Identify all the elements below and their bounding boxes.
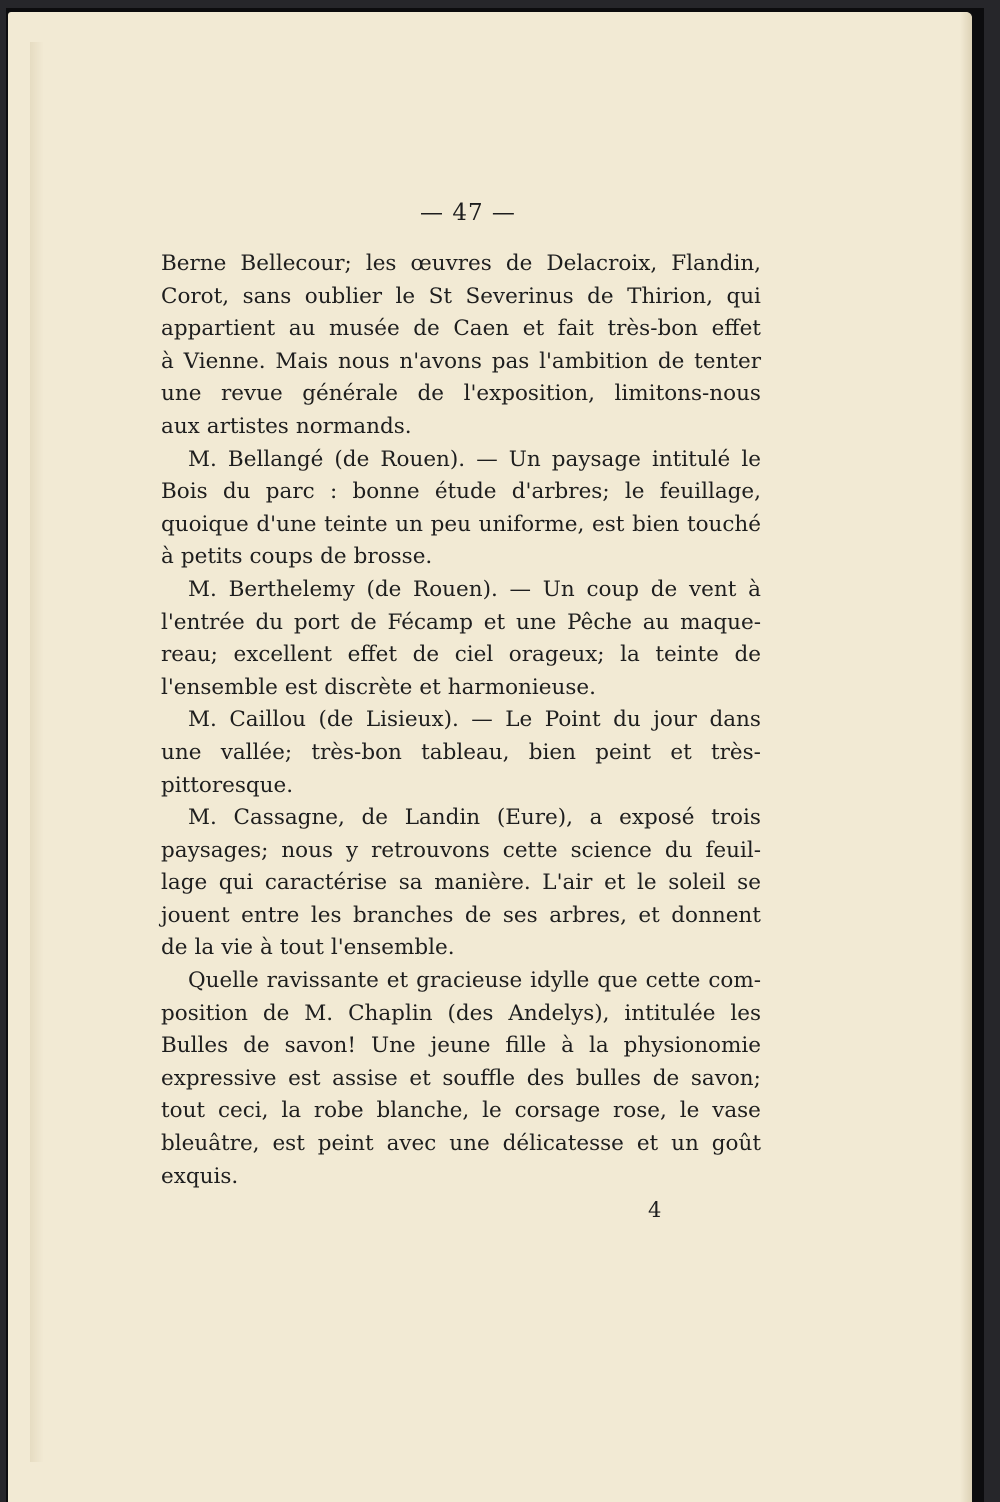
text-line: Corot, sans oublier le St Severinus de Thirion, qui — [161, 283, 761, 309]
text-line: quoique d'une teinte un peu uniforme, est bien touché — [161, 511, 761, 537]
text-line: Bulles de savon! Une jeune fille à la physionomie — [161, 1033, 761, 1059]
page-edge — [960, 12, 972, 1502]
text-line: M. Caillou (de Lisieux). — Le Point du jour dans — [188, 707, 761, 733]
text-line: Quelle ravissante et gracieuse idylle que cette com- — [188, 968, 761, 994]
text-line: aux artistes normands. — [161, 413, 412, 439]
signature-mark: 4 — [648, 1198, 662, 1222]
text-line: jouent entre les branches de ses arbres, et donnent — [161, 902, 761, 928]
text-line: reau; excellent effet de ciel orageux; la teinte de — [161, 642, 761, 668]
text-line: lage qui caractérise sa manière. L'air et le soleil se — [161, 870, 761, 896]
text-line: bleuâtre, est peint avec une délicatesse et un goût — [161, 1131, 761, 1157]
text-line: Berne Bellecour; les œuvres de Delacroix, Flandin, — [161, 251, 761, 276]
text-line: l'ensemble est discrète et harmonieuse. — [161, 674, 596, 700]
paragraph — [161, 704, 761, 802]
text-line: pittoresque. — [161, 772, 294, 798]
text-line: à Vienne. Mais nous n'avons pas l'ambition de tenter — [161, 348, 761, 374]
text-line: une revue générale de l'exposition, limitons-nous — [161, 381, 761, 407]
page-gutter — [30, 42, 44, 1462]
text-line: M. Bellangé (de Rouen). — Un paysage intitulé le — [188, 446, 761, 472]
book-page — [8, 12, 972, 1502]
text-line: Bois du parc : bonne étude d'arbres; le feuillage, — [161, 479, 761, 505]
text-line: de la vie à tout l'ensemble. — [161, 935, 455, 961]
body-text — [161, 248, 761, 1193]
text-line: M. Berthelemy (de Rouen). — Un coup de vent à — [188, 576, 761, 602]
text-line: exquis. — [161, 1163, 239, 1189]
text-line: tout ceci, la robe blanche, le corsage rose, le vase — [161, 1098, 761, 1124]
text-line: à petits coups de brosse. — [161, 544, 433, 570]
text-line: paysages; nous y retrouvons cette science du feuil- — [161, 837, 761, 863]
paragraph — [161, 444, 761, 574]
text-line: une vallée; très-bon tableau, bien peint et très- — [161, 739, 761, 765]
paragraph — [161, 802, 761, 965]
page-number-header: — 47 — — [420, 200, 516, 226]
paragraph — [161, 965, 761, 1193]
text-line: M. Cassagne, de Landin (Eure), a exposé trois — [188, 805, 761, 831]
text-line: appartient au musée de Caen et fait très-bon effet — [161, 316, 761, 342]
paragraph — [161, 574, 761, 704]
text-line: expressive est assise et souffle des bulles de savon; — [161, 1065, 761, 1091]
text-line: l'entrée du port de Fécamp et une Pêche au maque- — [161, 609, 761, 635]
paragraph — [161, 248, 761, 444]
text-line: position de M. Chaplin (des Andelys), intitulée les — [161, 1000, 761, 1026]
